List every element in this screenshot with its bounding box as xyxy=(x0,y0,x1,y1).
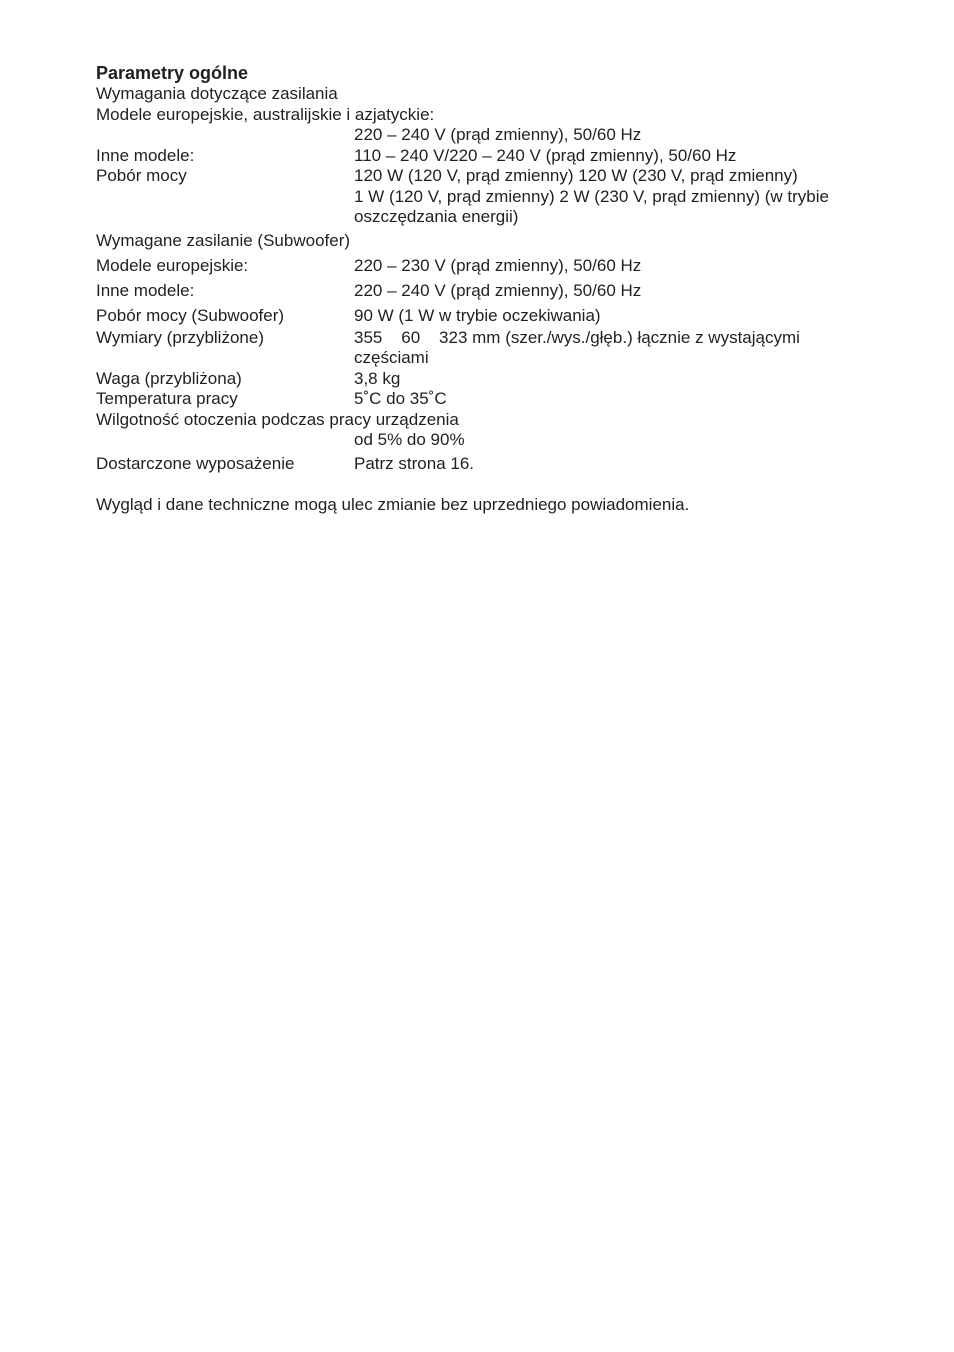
power-requirements-title-row xyxy=(96,84,876,105)
weight-value: 3,8 kg xyxy=(354,368,401,388)
subwoofer-consumption-label: Pobór mocy (Subwoofer) xyxy=(96,305,285,325)
temperature-value: 5˚C do 35˚C xyxy=(354,389,447,408)
other-models-value: 110 – 240 V/220 – 240 V (prąd zmienny), 50/60 Hz xyxy=(354,145,737,165)
subwoofer-eu-label: Modele europejskie: xyxy=(96,255,249,275)
subwoofer-consumption-row xyxy=(96,303,876,328)
humidity-value-row xyxy=(96,430,876,451)
weight-row xyxy=(96,369,876,390)
subwoofer-other-row xyxy=(96,278,876,303)
subwoofer-other-value: 220 – 240 V (prąd zmienny), 50/60 Hz xyxy=(354,280,642,300)
subwoofer-consumption-value: 90 W (1 W w trybie oczekiwania) xyxy=(354,305,601,325)
section-heading: Parametry ogólne xyxy=(96,63,249,83)
standby-consumption-value: 1 W (120 V, prąd zmienny) 2 W (230 V, prąd zmienny) (w trybie oszczędzania energii) xyxy=(354,186,829,226)
standby-consumption-row xyxy=(96,187,876,228)
temperature-label: Temperatura pracy xyxy=(96,389,238,408)
subwoofer-title-row xyxy=(96,228,876,253)
power-consumption-value: 120 W (120 V, prąd zmienny) 120 W (230 V, prąd zmienny) xyxy=(354,166,798,185)
humidity-value: od 5% do 90% xyxy=(354,430,465,449)
other-models-row xyxy=(96,146,876,167)
accessories-value: Patrz strona 16. xyxy=(354,453,475,473)
dimensions-label: Wymiary (przybliżone) xyxy=(96,327,264,347)
weight-label: Waga (przybliżona) xyxy=(96,368,242,388)
dimensions-row xyxy=(96,328,876,369)
power-consumption-row xyxy=(96,166,876,187)
humidity-label-row xyxy=(96,410,876,431)
accessories-row xyxy=(96,451,876,476)
footnote: Wygląd i dane techniczne mogą ulec zmianie bez uprzedniego powiadomienia. xyxy=(96,494,690,514)
accessories-label: Dostarczone wyposażenie xyxy=(96,453,295,473)
subwoofer-eu-value: 220 – 230 V (prąd zmienny), 50/60 Hz xyxy=(354,255,642,275)
power-consumption-label: Pobór mocy xyxy=(96,166,187,185)
eu-models-value: 220 – 240 V (prąd zmienny), 50/60 Hz xyxy=(354,125,642,144)
humidity-label: Wilgotność otoczenia podczas pracy urządzenia xyxy=(96,409,459,429)
dimensions-value: 355 60 323 mm (szer./wys./głęb.) łącznie z wystającymi częściami xyxy=(354,327,805,367)
other-models-label: Inne modele: xyxy=(96,145,195,165)
temperature-row xyxy=(96,389,876,410)
spec-page xyxy=(96,62,876,516)
subwoofer-other-label: Inne modele: xyxy=(96,280,195,300)
power-requirements-title: Wymagania dotyczące zasilania xyxy=(96,84,338,103)
spacer xyxy=(96,476,876,494)
subwoofer-title: Wymagane zasilanie (Subwoofer) xyxy=(96,230,351,250)
eu-models-label-row xyxy=(96,105,876,126)
eu-models-label: Modele europejskie, australijskie i azjatyckie: xyxy=(96,104,435,124)
eu-models-value-row xyxy=(96,125,876,146)
subwoofer-eu-row xyxy=(96,253,876,278)
